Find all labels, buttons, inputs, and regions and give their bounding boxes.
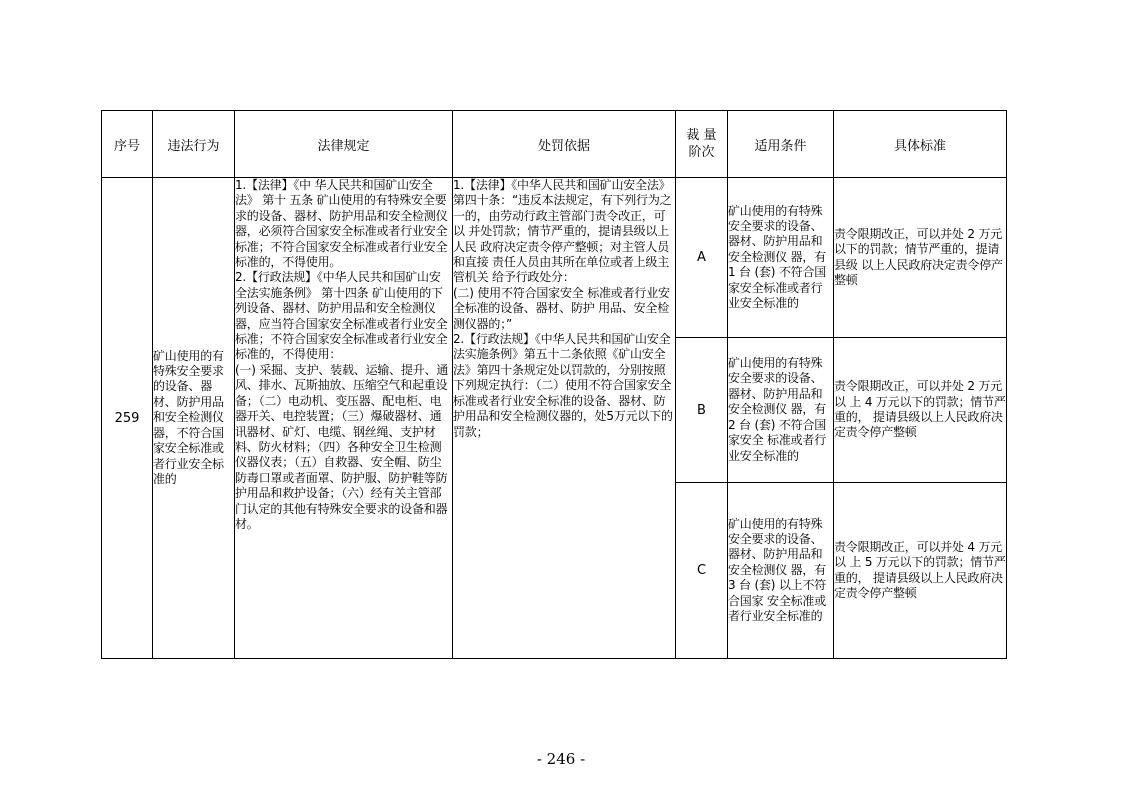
header-violation: 违法行为: [153, 111, 235, 178]
table-row: [102, 178, 1007, 338]
header-penalty-basis: 处罚依据: [453, 111, 676, 178]
tier-standard: 责令限期改正，可以并处 2 万元以下的罚款；情节严重的，提请县级 以上人民政府决定责令停产整顿: [834, 178, 1007, 338]
penalty-standard-table: [101, 110, 1007, 659]
law-paragraph: 1.【法律】《中 华人民共和国矿山安全法》 第十 五条 矿山使用的有特殊安全要求的设备、器材、防护用品和安全检测仪器，必须符合国家安全标准或者行业安全标准；不符合国家安全标准或者行业安全标准的，不得使用。: [235, 178, 448, 270]
tier-condition: 矿山使用的有特殊安全要求的设备、器材、防护用品和安全检测仪 器，有 1 台 (套) 不符合国家安全标准或者行业安全标准的: [728, 178, 834, 338]
law-paragraph: 2.【行政法规】《中华人民共和国矿山安全法实施条例》 第十四条 矿山使用的下列设备、器材、防护用品和安全检测仪器，应当符合国家安全标准或者行业安全标准；不符合国家安全标准或者行业安全标准的，不得使用：: [235, 270, 448, 362]
header-conditions: 适用条件: [728, 111, 834, 178]
penalty-paragraph: 2.【行政法规】《中华人民共和国矿山安全 法实施条例》第五十二条依照《矿山安全法》第四十条规定处以罚款的，分别按照下列规定执行：（二）使用不符合国家安全标准或者行业安全标准的设备、器材、防护用品和安全检测仪器的，处5万元以下的罚款；: [453, 332, 673, 439]
penalty-basis-cell: [453, 178, 676, 659]
tier-level: B: [676, 338, 728, 483]
penalty-paragraph: 1.【法律】《中华人民共和国矿山安全法》 第四十条：“违反本法规定，有下列行为之一的，由劳动行政主管部门责令改正，可以 并处罚款；情节严重的，提请县级以上人民 政府决定责令停产整顿；对主管人员和直接 责任人员由其所在单位或者上级主管机关 给予行政处分：: [453, 178, 672, 285]
header-law: 法律规定: [235, 111, 453, 178]
header-level: 裁 量 阶次: [676, 111, 728, 178]
table-header-row: [102, 111, 1007, 178]
tier-condition: 矿山使用的有特殊安全要求的设备、器材、防护用品和安全检测仪 器，有 2 台 (套) 不符合国家安全 标准或者行业安全标准的: [728, 338, 834, 483]
penalty-paragraph: (二) 使用不符合国家安全 标准或者行业安全标准的设备、器材、防护 用品、安全检测仪器的；”: [453, 285, 670, 331]
seq-cell: 259: [102, 178, 153, 659]
tier-level: C: [676, 483, 728, 659]
header-seq: 序号: [102, 111, 153, 178]
page-number: - 246 -: [536, 750, 586, 768]
law-paragraph: (一) 采掘、支护、装载、运输、提升、通风、排水、瓦斯抽放、压缩空气和起重设备；（二）电动机、变压器、配电柜、电器开关、电控装置；（三）爆破器材、通讯器材、矿灯、电缆、钢丝绳、支护材料、防火材料；（四）各种安全卫生检测仪器仪表；（五）自救器、安全帽、防尘防毒口罩或者面罩、防护服、防护鞋等防护用品和救护设备；（六）经有关主管部门认定的其他有特殊安全要求的设备和器材。: [235, 362, 449, 531]
header-standard: 具体标准: [834, 111, 1007, 178]
tier-standard: 责令限期改正，可以并处 2 万元以 上 4 万元以下的罚款；情节严重的， 提请县级以上人民政府决定责令停产整顿: [834, 338, 1007, 483]
tier-standard: 责令限期改正，可以并处 4 万元以 上 5 万元以下的罚款；情节严重的， 提请县级以上人民政府决定责令停产整顿: [834, 483, 1007, 659]
violation-cell: 矿山使用的有特殊安全要求 的设备、器材、防护用品和安全检测仪器，不符合国家安全标准或者行业安全标准的: [153, 178, 235, 659]
law-cell: [235, 178, 453, 659]
tier-condition: 矿山使用的有特殊安全要求的设备、器材、防护用品和安全检测仪 器，有 3 台 (套) 以上不符合国家 安全标准或者行业安全标准的: [728, 483, 834, 659]
tier-level: A: [676, 178, 728, 338]
